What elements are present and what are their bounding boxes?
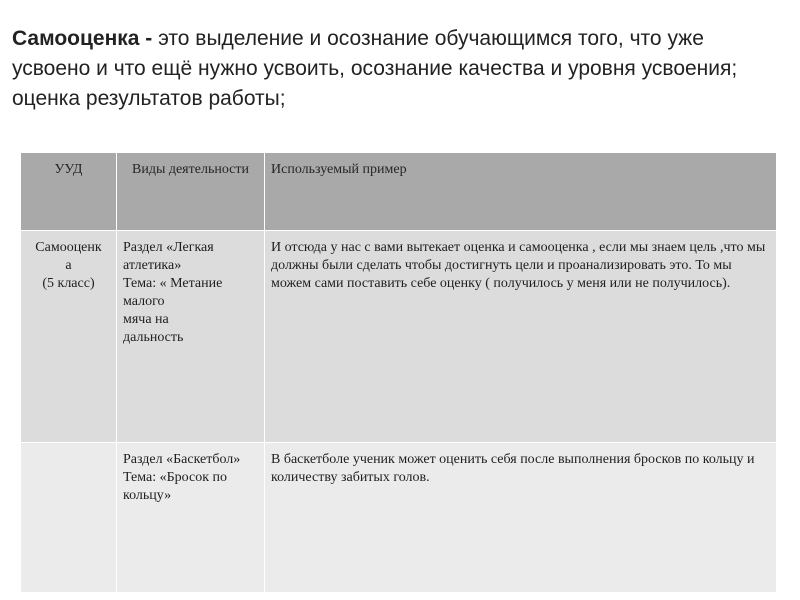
table-row	[21, 443, 777, 593]
intro-definition: это выделение и осознание обучающимся того, что уже усвоено и что ещё нужно усвоить, осознание качества и уровня усвоения; оценка результатов работы;	[12, 27, 738, 110]
uud-line: (5 класс)	[42, 276, 95, 291]
header-uud: УУД	[21, 153, 117, 231]
activity-line: Раздел «Баскетбол»	[123, 452, 241, 467]
uud-line: Самооценк	[35, 240, 102, 255]
cell-example: В баскетболе ученик может оценить себя после выполнения бросков по кольцу и количеству забитых голов.	[265, 443, 777, 593]
activity-line: Тема: «Бросок по кольцу»	[123, 470, 227, 503]
activity-line: мяча на	[123, 312, 169, 327]
cell-activity	[117, 231, 265, 443]
header-example: Используемый пример	[265, 153, 777, 231]
header-activity-types: Виды деятельности	[117, 153, 265, 231]
activity-line: дальность	[123, 330, 184, 345]
activity-line: Раздел «Легкая атлетика»	[123, 240, 214, 273]
cell-activity	[117, 443, 265, 593]
activities-table	[20, 152, 777, 593]
intro-paragraph	[12, 24, 788, 114]
intro-term: Самооценка -	[12, 27, 153, 50]
activity-line: Тема: « Метание малого	[123, 276, 223, 309]
table-header-row	[21, 153, 777, 231]
cell-example: И отсюда у нас с вами вытекает оценка и самооценка , если мы знаем цель ,что мы должны были сделать чтобы достигнуть цели и проанализировать это. То мы можем сами поставить себе оценку ( получилось у меня или не получилось).	[265, 231, 777, 443]
table-row	[21, 231, 777, 443]
cell-uud	[21, 443, 117, 593]
uud-line: а	[65, 258, 72, 273]
cell-uud	[21, 231, 117, 443]
